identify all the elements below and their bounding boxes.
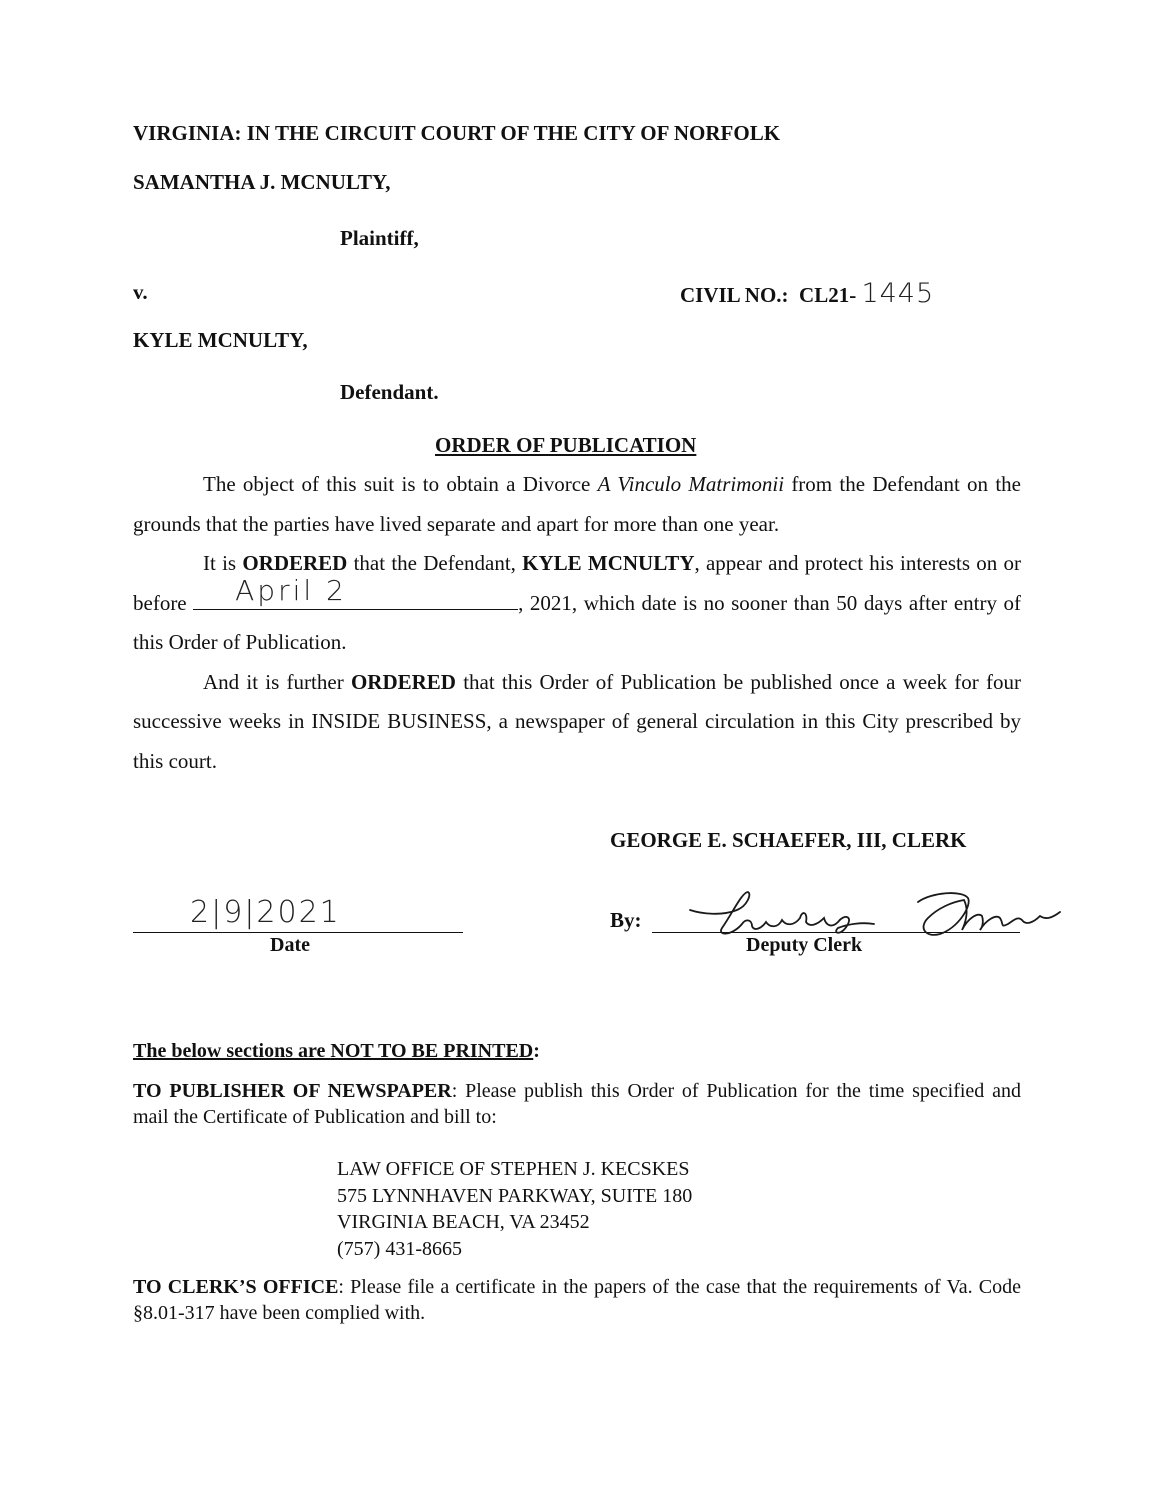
date-handwritten: 2|9|2021 [190,895,341,930]
date-line [133,932,463,933]
deputy-clerk-signature [682,884,1067,949]
civil-number [680,278,934,309]
document-title: ORDER OF PUBLICATION [435,433,697,457]
not-printed-heading: The below sections are NOT TO BE PRINTED: [133,1040,540,1062]
address-line: (757) 431-8665 [337,1237,462,1260]
civil-number-label: CIVIL NO.: [680,283,789,307]
order-body [133,465,1021,781]
paragraph-object: The object of this suit is to obtain a Divorce A Vinculo Matrimonii from the Defendant on the grounds that the parties have lived separate and apart for more than one year. [133,472,1021,536]
appearance-date-line [193,573,518,610]
civil-number-handwritten: 1445 [861,278,935,309]
clerk-office-label: TO CLERK’S OFFICE [133,1276,339,1298]
clerk-name: GEORGE E. SCHAEFER, III, CLERK [610,828,967,852]
publisher-instruction [133,1078,1021,1130]
date-label: Date [270,934,310,956]
mailing-address [337,1156,692,1262]
address-line: 575 LYNNHAVEN PARKWAY, SUITE 180 [337,1184,693,1207]
clerk-office-instruction [133,1274,1021,1326]
plaintiff-role: Plaintiff, [340,226,419,250]
publisher-text: : Please publish this Order of Publication for the time specified and mail the Certificate of Publication and bill to: [133,1080,1022,1128]
defendant-role: Defendant. [340,380,439,404]
defendant-name: KYLE MCNULTY, [133,328,308,352]
versus-label: v. [133,280,148,304]
civil-number-prefix: CL21- [799,283,857,307]
deputy-clerk-label: Deputy Clerk [746,934,863,956]
paragraph-publish: And it is further ORDERED that this Order of Publication be published once a week for four successive weeks in INSIDE BUSINESS, a newspaper of general circulation in this City prescribed by this court. [133,669,1021,773]
publisher-label: TO PUBLISHER OF NEWSPAPER [133,1080,452,1102]
plaintiff-name: SAMANTHA J. MCNULTY, [133,170,391,194]
address-line: LAW OFFICE OF STEPHEN J. KECSKES [337,1158,690,1180]
court-heading: VIRGINIA: IN THE CIRCUIT COURT OF THE CITY OF NORFOLK [133,121,781,145]
by-label: By: [610,908,642,932]
address-line: VIRGINIA BEACH, VA 23452 [337,1211,590,1233]
paragraph-appear: It is ORDERED that the Defendant, KYLE MCNULTY, appear and protect his interests on or before April 2 , 2021, which date is no sooner than 50 days after entry of this Order of Publication. [133,551,1021,654]
clerk-office-text: : Please file a certificate in the papers of the case that the requirements of Va. Code §8.01-317 have been complied with. [133,1276,1021,1324]
appearance-date-handwritten: April 2 [235,573,347,607]
signature-scribble [682,884,1067,944]
